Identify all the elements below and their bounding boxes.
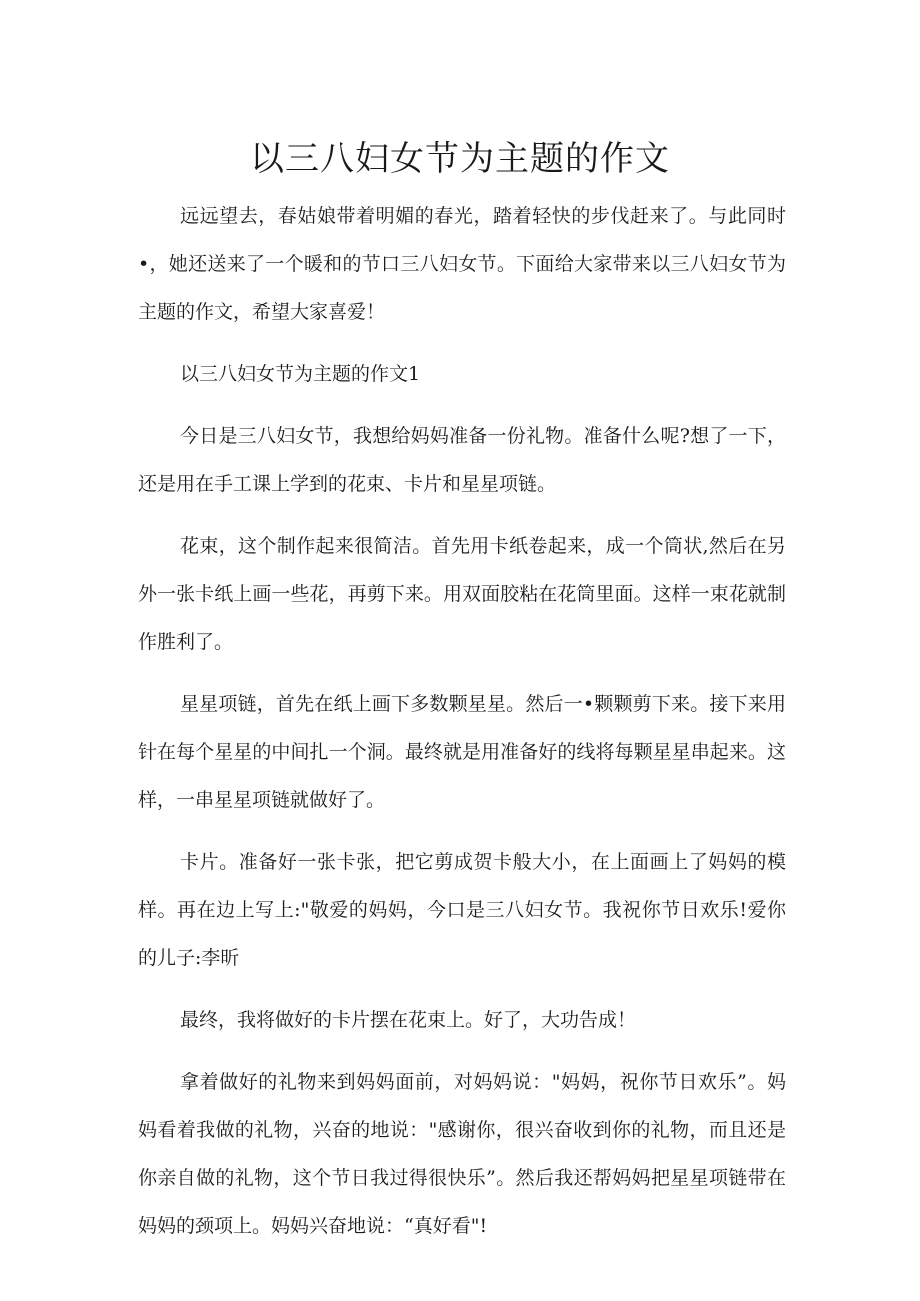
paragraph: 今日是三八妇女节，我想给妈妈准备一份礼物。准备什么呢?想了一下，还是用在手工课上学到的花束、卡片和星星项链。: [138, 425, 786, 495]
essay-subheading: 以三八妇女节为主题的作文1: [180, 363, 421, 385]
paragraph: 最终，我将做好的卡片摆在花束上。好了，大功告成！: [180, 1009, 637, 1031]
paragraph: 花束，这个制作起来很简洁。首先用卡纸卷起来，成一个筒状,然后在另外一张卡纸上画一些花，再剪下来。用双面胶粘在花筒里面。这样一束花就制作胜利了。: [138, 535, 786, 653]
document-body: [138, 192, 786, 1264]
paragraph: 卡片。准备好一张卡张，把它剪成贺卡般大小，在上面画上了妈妈的模样。再在边上写上:"敬爱的妈妈，今口是三八妇女节。我祝你节日欢乐!爱你的儿子:李昕: [138, 851, 786, 969]
paragraph: 星星项链，首先在纸上画下多数颗星星。然后一•颗颗剪下来。接下来用针在每个星星的中间扎一个洞。最终就是用准备好的线将每颗星星串起来。这样，一串星星项链就做好了。: [138, 693, 786, 811]
document-title: 以三八妇女节为主题的作文: [250, 139, 670, 179]
paragraph: 拿着做好的礼物来到妈妈面前，对妈妈说："妈妈，祝你节日欢乐”。妈妈看着我做的礼物，兴奋的地说："感谢你，很兴奋收到你的礼物，而且还是你亲自做的礼物，这个节日我过得很快乐”。然后我还帮妈妈把星星项链带在妈妈的颈项上。妈妈兴奋地说：“真好看"!: [138, 1071, 786, 1237]
paragraph-intro: 远远望去，春姑娘带着明媚的春光，踏着轻快的步伐赶来了。与此同时•，她还送来了一个暖和的节口三八妇女节。下面给大家带来以三八妇女节为主题的作文，希望大家喜爱！: [138, 205, 786, 323]
